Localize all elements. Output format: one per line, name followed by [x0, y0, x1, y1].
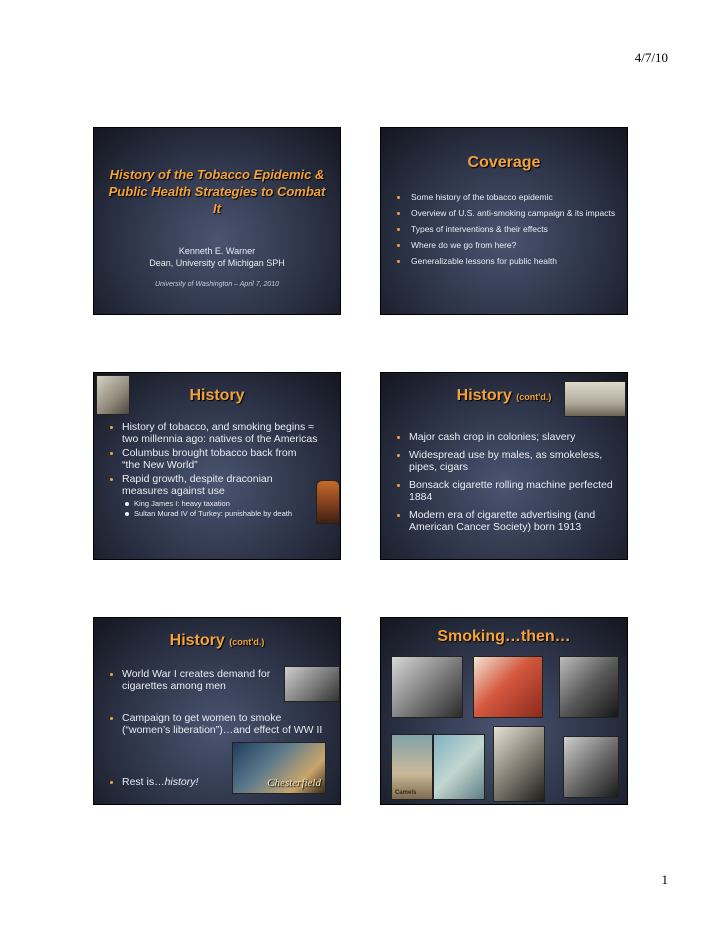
plantation-image — [564, 381, 626, 417]
slide-history-contd-2 — [93, 617, 341, 805]
slide-history — [93, 372, 341, 560]
list-item: Modern era of cigarette advertising (and American Cancer Society) born 1913 — [393, 509, 617, 533]
bullet-icon — [110, 717, 113, 720]
sub-item: Sultan Murad IV of Turkey: punishable by death — [122, 509, 302, 519]
list-item: Rest is…history! — [106, 776, 240, 788]
history-list — [106, 421, 330, 519]
list-item: World War I creates demand for cigarettes among men — [106, 668, 276, 692]
list-item: Widespread use by males, as smokeless, pipes, cigars — [393, 449, 617, 473]
slide-smoking-then — [380, 617, 628, 805]
page-number: 1 — [661, 872, 668, 887]
list-item: Columbus brought tobacco back from “the New World” — [106, 447, 330, 471]
list-item: Types of interventions & their effects — [393, 224, 619, 235]
bullet-icon — [397, 514, 400, 517]
slide-heading: History (cont'd.) — [456, 387, 552, 404]
slide-title — [93, 127, 341, 315]
woman-smoking-ad-photo — [433, 734, 485, 800]
bullet-icon — [397, 484, 400, 487]
author-role: Dean, University of Michigan SPH — [149, 258, 285, 268]
list-item: Rapid growth, despite draconian measures against use King James I: heavy taxation Sultan Murad IV of Turkey: punishable by death — [106, 473, 330, 519]
sub-item: King James I: heavy taxation — [122, 499, 302, 509]
slide-title-heading: History of the Tobacco Epidemic & Public Health Strategies to Combat It — [108, 167, 326, 216]
list-item: Major cash crop in colonies; slavery — [393, 431, 617, 443]
classic-couple-photo — [559, 656, 619, 718]
slide-heading: History (cont'd.) — [169, 632, 265, 649]
ad-brand-text: Chesterfield — [267, 777, 321, 789]
history-list-2 — [106, 712, 326, 736]
actress-photo — [493, 726, 545, 802]
venue: University of Washington – April 7, 2010 — [154, 281, 280, 288]
history-list-3 — [106, 776, 240, 788]
sultan-portrait-image — [316, 480, 340, 524]
bullet-icon — [397, 244, 400, 247]
bullet-icon — [397, 436, 400, 439]
slide-history-contd — [380, 372, 628, 560]
bullet-icon — [397, 212, 400, 215]
chesterfield-ad-image — [232, 742, 326, 794]
author-block — [94, 245, 340, 269]
dot-icon — [125, 502, 129, 506]
history-list — [106, 668, 276, 692]
bullet-icon — [110, 478, 113, 481]
list-item: Some history of the tobacco epidemic — [393, 192, 619, 203]
vintage-ad-photo — [391, 734, 433, 800]
soldiers-image — [284, 666, 340, 702]
newsman-photo — [563, 736, 619, 798]
author-name: Kenneth E. Warner — [178, 246, 256, 256]
smoker-ad-photo — [473, 656, 543, 718]
slide-heading: History — [189, 387, 245, 404]
sub-list — [122, 499, 302, 519]
slide-coverage — [380, 127, 628, 315]
list-item: Bonsack cigarette rolling machine perfected 1884 — [393, 479, 617, 503]
list-item: Overview of U.S. anti-smoking campaign & its impacts — [393, 208, 619, 219]
bullet-icon — [397, 196, 400, 199]
bullet-icon — [110, 426, 113, 429]
film-couple-photo — [391, 656, 463, 718]
slide-heading: Smoking…then… — [437, 628, 571, 645]
bullet-icon — [110, 781, 113, 784]
list-item: History of tobacco, and smoking begins ≈ two millennia ago: natives of the Americas — [106, 421, 330, 445]
list-item: Where do we go from here? — [393, 240, 619, 251]
ad-brand-text: Camels — [395, 790, 417, 796]
list-item: Campaign to get women to smoke (“women’s liberation”)…and effect of WW II — [106, 712, 326, 736]
page-date: 4/7/10 — [634, 50, 668, 65]
coverage-list — [393, 192, 619, 272]
bullet-icon — [397, 228, 400, 231]
list-item: Generalizable lessons for public health — [393, 256, 619, 267]
slide-heading: Coverage — [467, 154, 541, 171]
bullet-icon — [110, 452, 113, 455]
bullet-icon — [397, 260, 400, 263]
bullet-icon — [397, 454, 400, 457]
bullet-icon — [110, 673, 113, 676]
history-list — [393, 431, 617, 533]
dot-icon — [125, 512, 129, 516]
